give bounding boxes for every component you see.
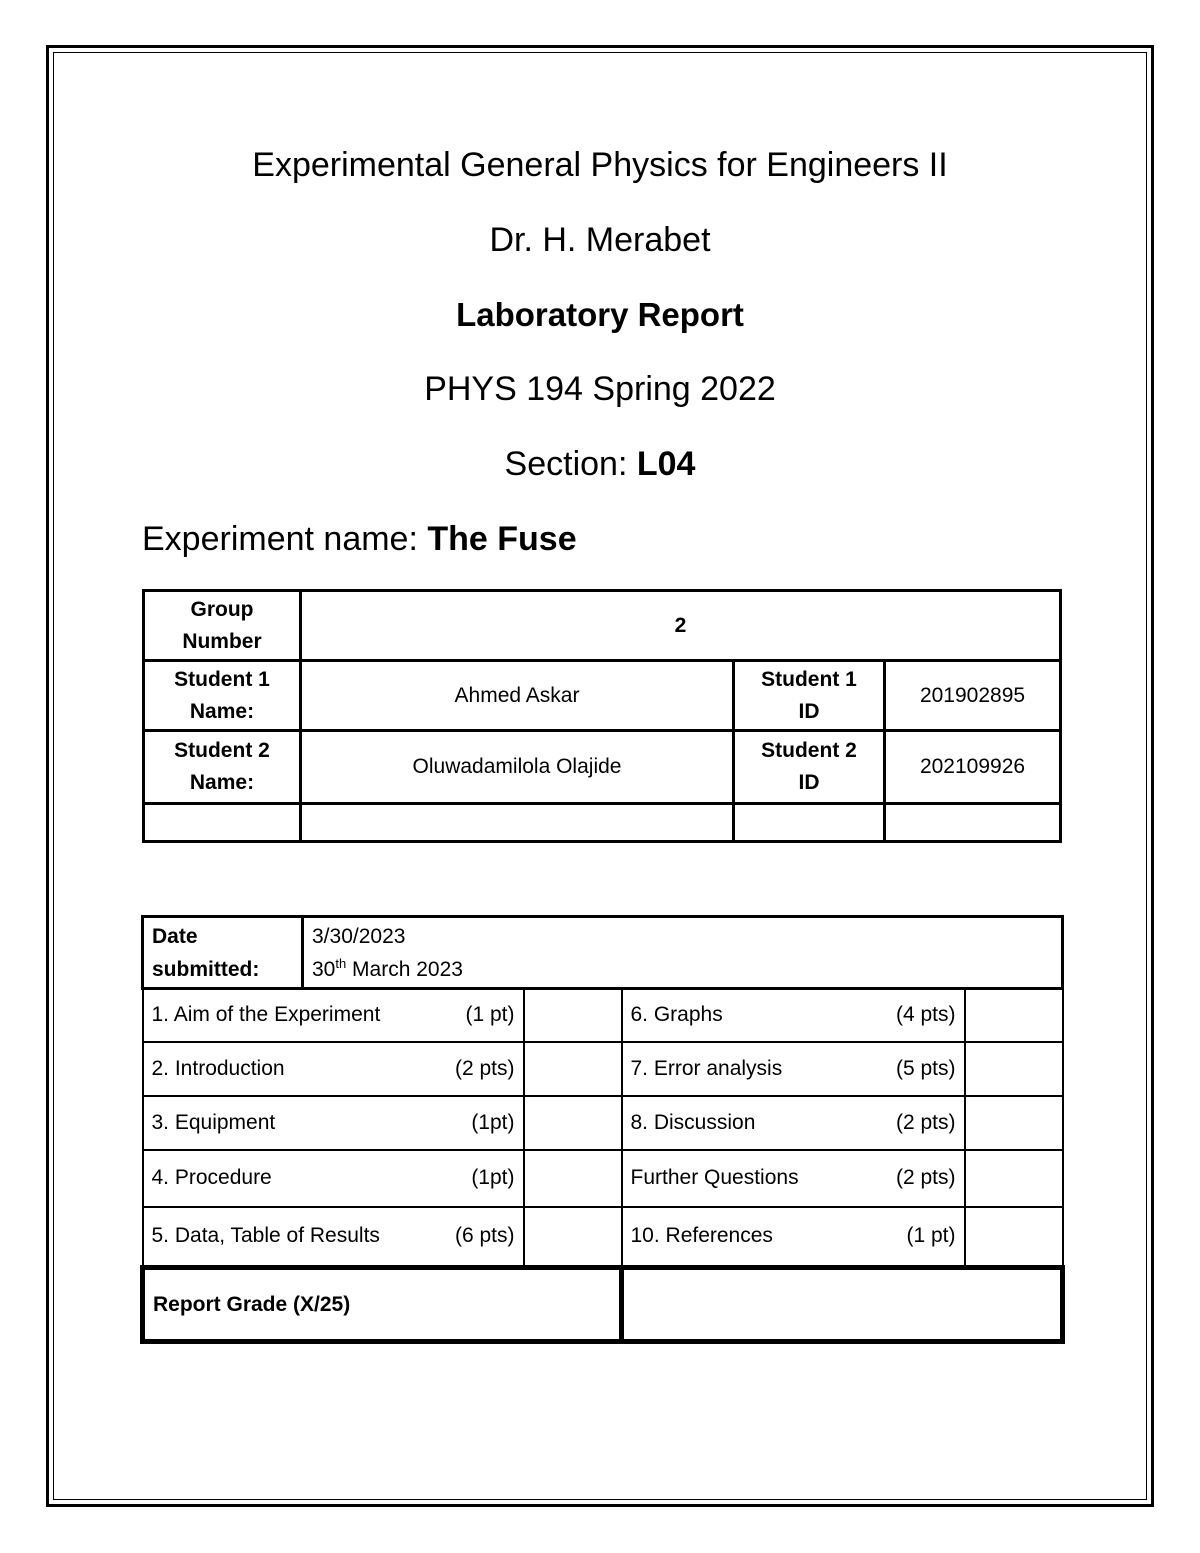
- grading-item-points: (1 pt): [465, 1003, 515, 1027]
- student-2-id: 202109926: [885, 731, 1061, 804]
- date-row: [143, 917, 1063, 989]
- date-day-suffix: th: [335, 955, 347, 971]
- grading-item: [143, 1042, 524, 1096]
- grading-item-points: (4 pts): [895, 1003, 956, 1027]
- course-code: PHYS 194 Spring 2022: [424, 370, 776, 408]
- report-title: Laboratory Report: [456, 296, 744, 333]
- grade-entry-cell[interactable]: [524, 989, 622, 1042]
- s1-id-label-line-2: ID: [798, 699, 820, 723]
- date-value-numeric: 3/30/2023: [312, 924, 406, 948]
- date-label-line-1: Date: [152, 924, 198, 948]
- grading-item-points: (1 pt): [906, 1224, 956, 1248]
- grade-entry-cell[interactable]: [965, 1207, 1063, 1268]
- student-1-id: 201902895: [885, 661, 1061, 731]
- student-2-row: [144, 731, 1061, 804]
- grade-entry-cell[interactable]: [965, 1042, 1063, 1096]
- date-submitted-label: [143, 917, 303, 989]
- section-value: L04: [636, 445, 696, 483]
- grading-item-name: 6. Graphs: [630, 1003, 723, 1027]
- date-day: 30: [312, 957, 336, 981]
- grading-table: [140, 915, 1065, 1344]
- date-month-year: March 2023: [346, 957, 463, 981]
- grading-item-name: 7. Error analysis: [630, 1056, 783, 1080]
- grading-row: [143, 1150, 1063, 1207]
- grade-entry-cell[interactable]: [524, 1096, 622, 1150]
- s1-name-label-line-1: Student 1: [174, 667, 270, 691]
- student-1-name: Ahmed Askar: [301, 661, 734, 731]
- grading-item-name: 10. References: [630, 1224, 773, 1248]
- grading-item-points: (5 pts): [895, 1056, 956, 1080]
- grading-item: [622, 989, 965, 1042]
- student-1-row: [144, 661, 1061, 731]
- grade-entry-cell[interactable]: [524, 1207, 622, 1268]
- grading-row: [143, 1207, 1063, 1268]
- grading-item: [143, 1150, 524, 1207]
- grading-item-name: 4. Procedure: [151, 1166, 272, 1189]
- grade-entry-cell[interactable]: [524, 1150, 622, 1207]
- s1-id-label-line-1: Student 1: [761, 667, 857, 691]
- grading-item-points: (1pt): [471, 1166, 515, 1189]
- student-table: [142, 589, 1062, 843]
- grading-item-name: Further Questions: [630, 1166, 799, 1189]
- grading-item-points: (6 pts): [454, 1224, 515, 1248]
- experiment-line: [142, 520, 577, 559]
- empty-cell: [301, 804, 734, 842]
- grading-item: [143, 1096, 524, 1150]
- grading-item: [143, 1207, 524, 1268]
- group-number-label: [144, 591, 301, 661]
- empty-cell: [734, 804, 885, 842]
- grade-entry-cell[interactable]: [524, 1042, 622, 1096]
- grading-item-name: 5. Data, Table of Results: [151, 1224, 380, 1248]
- course-title: Experimental General Physics for Engineers II: [252, 146, 948, 184]
- student-2-name: Oluwadamilola Olajide: [301, 731, 734, 804]
- group-number-value: 2: [301, 591, 1061, 661]
- grading-item-points: (2 pts): [895, 1110, 956, 1134]
- grading-item: [143, 989, 524, 1042]
- student-2-id-label: [734, 731, 885, 804]
- grading-item-points: (2 pts): [454, 1056, 515, 1080]
- s2-id-label-line-1: Student 2: [761, 739, 857, 762]
- grading-item-points: (1pt): [471, 1110, 515, 1134]
- group-label-line-1: Group: [190, 597, 254, 621]
- group-label-line-2: Number: [182, 629, 262, 653]
- grade-entry-cell[interactable]: [965, 1096, 1063, 1150]
- section-label: Section:: [504, 445, 637, 483]
- section-line: [0, 445, 1200, 484]
- grading-item-name: 3. Equipment: [151, 1110, 276, 1134]
- s2-name-label-line-1: Student 2: [174, 739, 270, 762]
- grading-row: [143, 989, 1063, 1042]
- grading-item: [622, 1042, 965, 1096]
- group-row: [144, 591, 1061, 661]
- grading-item-name: 2. Introduction: [151, 1056, 285, 1080]
- empty-cell: [144, 804, 301, 842]
- student-1-name-label: [144, 661, 301, 731]
- experiment-label: Experiment name:: [142, 520, 428, 558]
- report-grade-row: [143, 1268, 1063, 1342]
- grading-item-points: (2 pts): [895, 1166, 956, 1189]
- date-label-line-2: submitted:: [152, 957, 260, 981]
- date-value-text: [312, 953, 1053, 986]
- date-submitted-value: [303, 917, 1063, 989]
- experiment-name: The Fuse: [427, 520, 577, 558]
- student-2-name-label: [144, 731, 301, 804]
- grading-item: [622, 1150, 965, 1207]
- grading-item: [622, 1096, 965, 1150]
- grading-item: [622, 1207, 965, 1268]
- s1-name-label-line-2: Name:: [189, 699, 255, 723]
- student-1-id-label: [734, 661, 885, 731]
- grading-item-name: 1. Aim of the Experiment: [151, 1003, 381, 1027]
- s2-name-label-line-2: Name:: [189, 771, 255, 794]
- empty-cell: [885, 804, 1061, 842]
- grade-entry-cell[interactable]: [965, 1150, 1063, 1207]
- report-grade-label: Report Grade (X/25): [143, 1268, 622, 1342]
- grading-item-name: 8. Discussion: [630, 1110, 756, 1134]
- report-grade-value[interactable]: [622, 1268, 1063, 1342]
- grade-entry-cell[interactable]: [965, 989, 1063, 1042]
- grading-row: [143, 1096, 1063, 1150]
- grading-row: [143, 1042, 1063, 1096]
- s2-id-label-line-2: ID: [798, 771, 820, 794]
- instructor-name: Dr. H. Merabet: [489, 221, 711, 259]
- empty-row: [144, 804, 1061, 842]
